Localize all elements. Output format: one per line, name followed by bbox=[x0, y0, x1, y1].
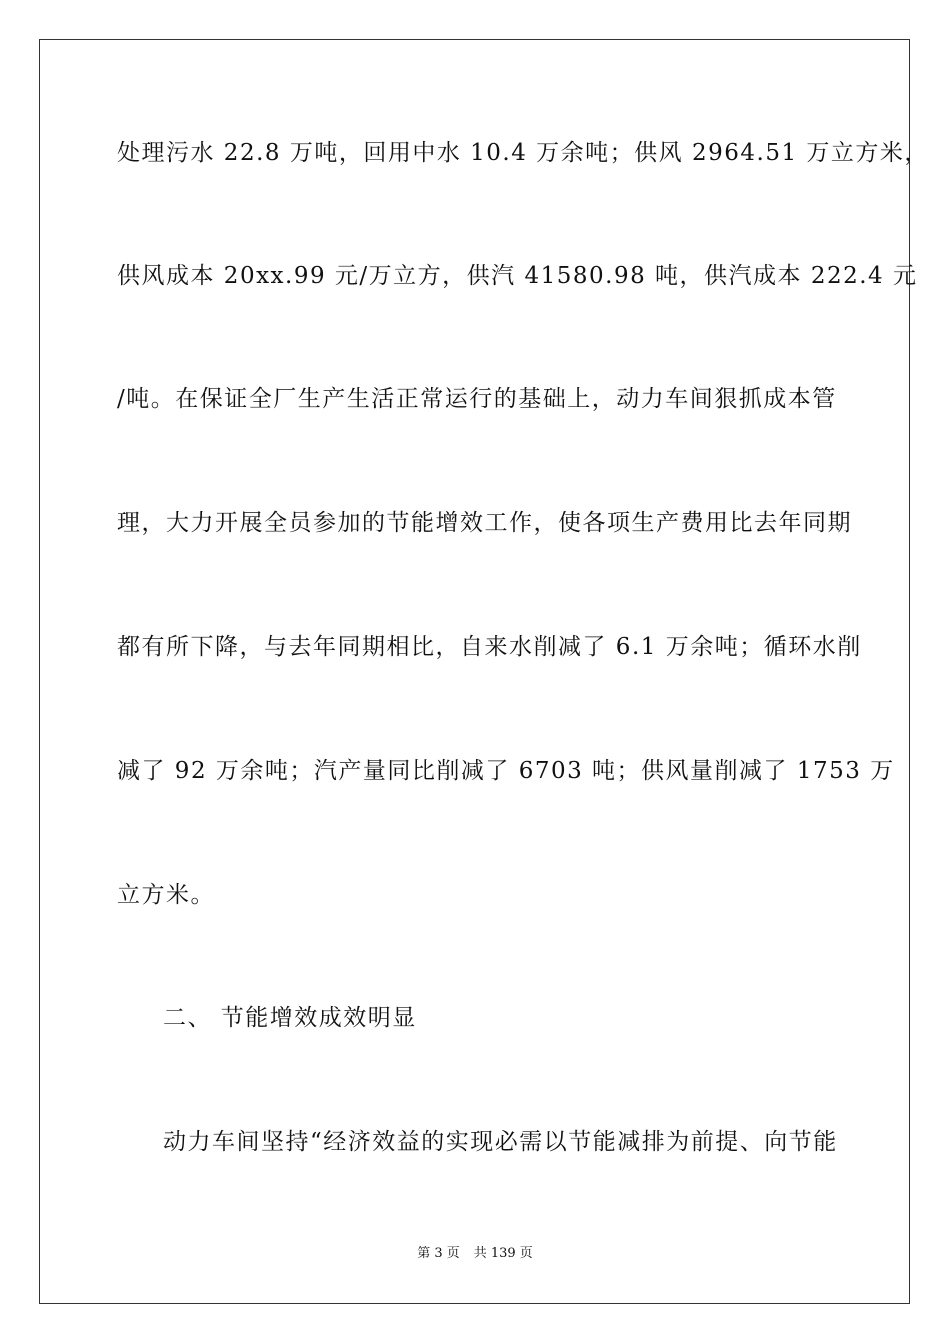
page-border bbox=[39, 39, 929, 1304]
section-heading: 二、 节能增效成效明显 bbox=[163, 1005, 417, 1031]
body-line-3: /吨。在保证全厂生产生活正常运行的基础上，动力车间狠抓成本管 bbox=[117, 386, 837, 412]
paragraph-start-line: 动力车间坚持“经济效益的实现必需以节能减排为前提、向节能 bbox=[163, 1129, 838, 1155]
body-line-5: 都有所下降，与去年同期相比，自来水削减了 6.1 万余吨；循环水削 bbox=[117, 634, 862, 660]
body-line-2: 供风成本 20xx.99 元/万立方，供汽 41580.98 吨，供汽成本 222.4 元 bbox=[117, 263, 918, 289]
page-footer bbox=[0, 1245, 950, 1263]
body-line-7: 立方米。 bbox=[117, 882, 215, 908]
page-number-label: 第 3 页 bbox=[417, 1246, 460, 1261]
body-line-6: 减了 92 万余吨；汽产量同比削减了 6703 吨；供风量削减了 1753 万 bbox=[117, 758, 895, 784]
body-line-4: 理，大力开展全员参加的节能增效工作，使各项生产费用比去年同期 bbox=[117, 510, 852, 536]
body-line-1: 处理污水 22.8 万吨，回用中水 10.4 万余吨；供风 2964.51 万立方米， bbox=[117, 140, 929, 166]
total-pages-label: 共 139 页 bbox=[473, 1246, 533, 1261]
